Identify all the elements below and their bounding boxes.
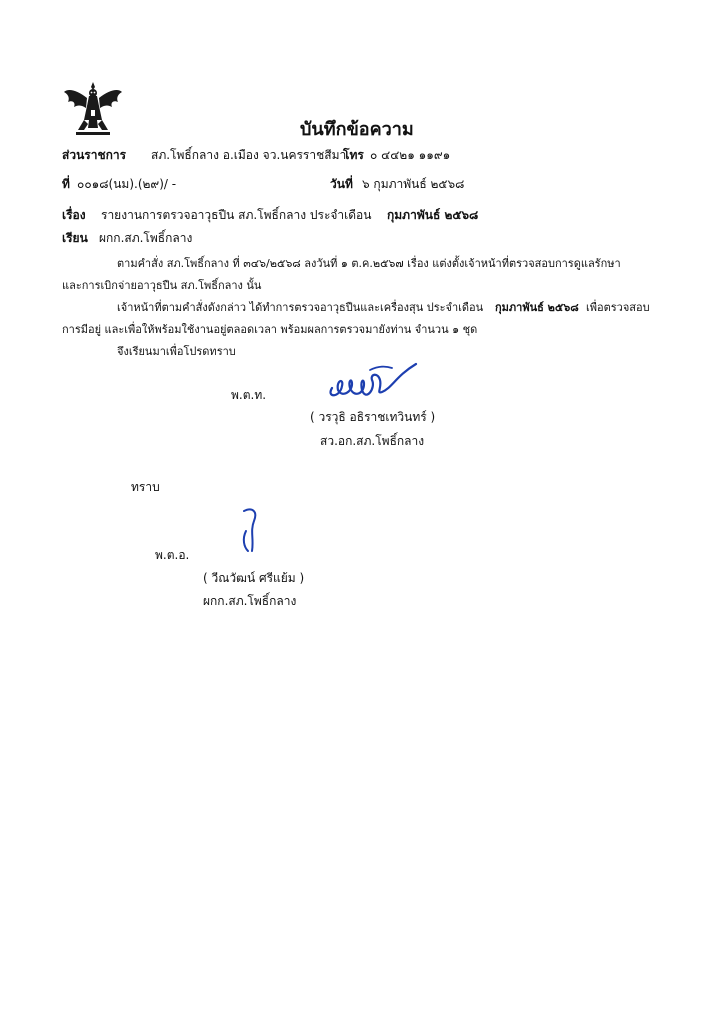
ref-value: ๐๐๑๘(นม).(๒๙)/ - [77,177,177,191]
signer-1-position: สว.อก.สภ.โพธิ์กลาง [320,434,425,448]
signer-1-rank: พ.ต.ท. [231,388,267,402]
subject-value: รายงานการตรวจอาวุธปืน สภ.โพธิ์กลาง ประจำเดือน [101,208,372,222]
phone-value: ๐ ๔๔๒๑ ๑๑๙๑ [370,148,451,162]
ack-text: ทราบ [131,480,160,494]
to-label: เรียน [62,231,88,245]
subject-month: กุมภาพันธ์ ๒๕๖๘ [387,208,479,222]
reply-position: ผกก.สภ.โพธิ์กลาง [203,594,297,608]
date-value: ๖ กุมภาพันธ์ ๒๕๖๘ [362,177,465,191]
garuda-emblem [62,80,124,138]
body-paragraph-1-line-1: ตามคำสั่ง สภ.โพธิ์กลาง ที่ ๓๔๖/๒๕๖๘ ลงวันที่ ๑ ต.ค.๒๕๖๗ เรื่อง แต่งตั้งเจ้าหน้าที่ตรวจสอบการดูแลรักษา [117,257,621,270]
reply-name: ( วีณวัฒน์ ศรีแย้ม ) [203,571,305,585]
to-value: ผกก.สภ.โพธิ์กลาง [99,231,193,245]
body-paragraph-2-line-1a: เจ้าหน้าที่ตามคำสั่งดังกล่าว ได้ทำการตรวจอาวุธปืนและเครื่องสุน ประจำเดือน [117,301,484,314]
memo-title: บันทึกข้อความ [300,119,414,140]
agency-value: สภ.โพธิ์กลาง อ.เมือง จว.นครราชสีมา [151,148,347,162]
signature-1 [322,358,422,404]
body-paragraph-3: จึงเรียนมาเพื่อโปรดทราบ [117,345,236,358]
body-paragraph-2-line-1c: เพื่อตรวจสอบ [586,301,650,314]
reply-rank: พ.ต.อ. [155,548,190,562]
agency-label: ส่วนราชการ [62,148,127,162]
body-paragraph-1-line-2: และการเบิกจ่ายอาวุธปืน สภ.โพธิ์กลาง นั้น [62,279,262,292]
body-paragraph-2-month: กุมภาพันธ์ ๒๕๖๘ [495,301,579,314]
body-paragraph-2-line-2: การมีอยู่ และเพื่อให้พร้อมใช้งานอยู่ตลอดเวลา พร้อมผลการตรวจมายังท่าน จำนวน ๑ ชุด [62,323,478,336]
phone-label: โทร [343,148,364,162]
signer-1-name: ( วรวุธิ อธิราชเทวินทร์ ) [310,410,436,424]
ref-label: ที่ [62,177,70,191]
subject-label: เรื่อง [62,208,86,222]
date-label: วันที่ [330,177,353,191]
signature-2 [236,505,266,557]
